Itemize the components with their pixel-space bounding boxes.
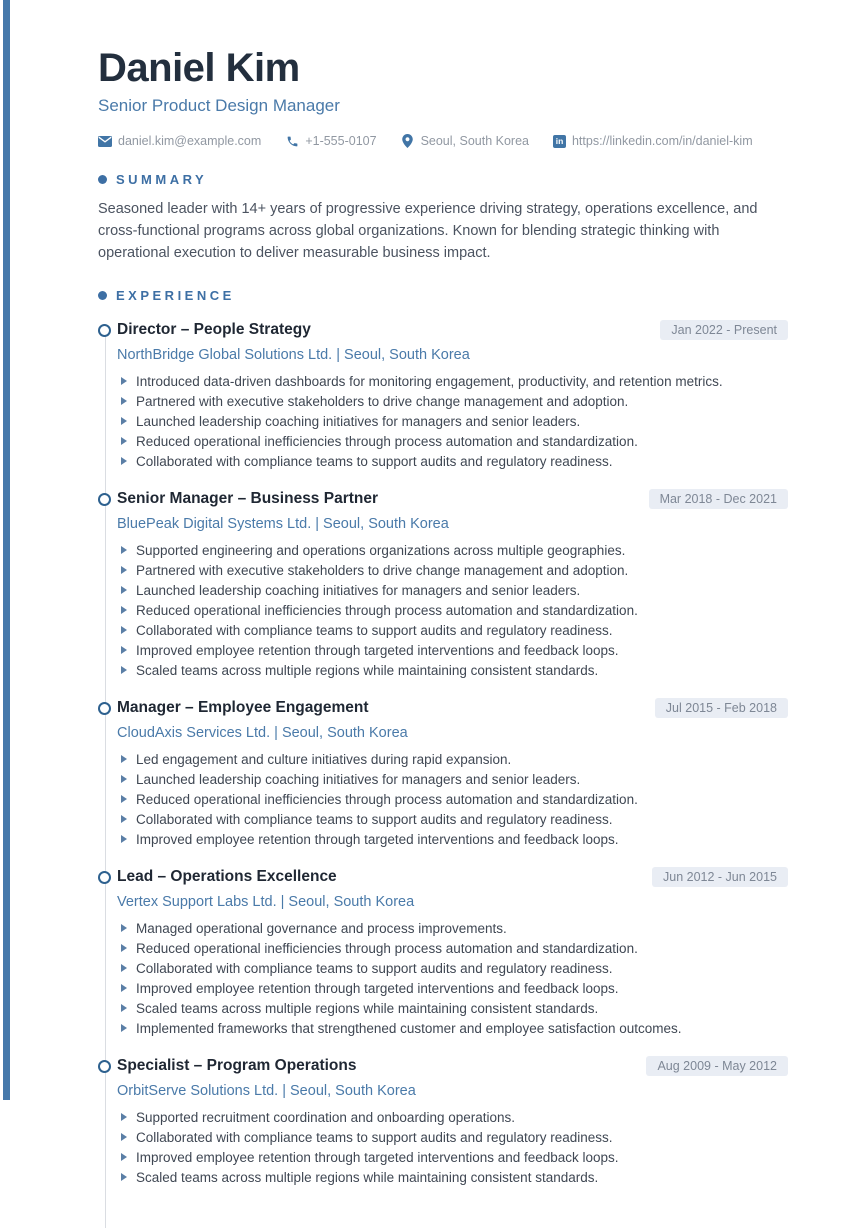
job-company: CloudAxis Services Ltd. | Seoul, South Korea <box>117 725 408 741</box>
contact-linkedin[interactable] <box>553 134 753 148</box>
job-bullet <box>117 959 788 979</box>
contact-row <box>98 134 788 148</box>
resume-header <box>98 44 788 148</box>
bullet-triangle-icon <box>121 835 127 843</box>
job-bullet <box>117 830 788 850</box>
bullet-triangle-icon <box>121 944 127 952</box>
job-title: Specialist – Program Operations <box>117 1057 357 1074</box>
job-bullet <box>117 1168 788 1188</box>
bullet-triangle-icon <box>121 984 127 992</box>
job-bullet <box>117 1019 788 1039</box>
job-bullet <box>117 372 788 392</box>
job-bullet <box>117 541 788 561</box>
timeline-circle-icon <box>98 1060 111 1073</box>
job-title: Manager – Employee Engagement <box>117 699 369 716</box>
bullet-triangle-icon <box>121 417 127 425</box>
job-dates-badge: Jan 2022 - Present <box>660 320 788 340</box>
bullet-triangle-icon <box>121 437 127 445</box>
job-bullet-text: Scaled teams across multiple regions while maintaining consistent standards. <box>136 1001 599 1016</box>
bullet-triangle-icon <box>121 1004 127 1012</box>
contact-email-text: daniel.kim@example.com <box>118 134 262 148</box>
job-title: Director – People Strategy <box>117 321 311 338</box>
bullet-triangle-icon <box>121 606 127 614</box>
timeline-circle-icon <box>98 493 111 506</box>
job-header <box>117 320 788 340</box>
job-bullet-text: Scaled teams across multiple regions while maintaining consistent standards. <box>136 663 599 678</box>
location-pin-icon <box>401 134 415 148</box>
job-bullet-text: Collaborated with compliance teams to support audits and regulatory readiness. <box>136 454 613 469</box>
job-bullet <box>117 661 788 681</box>
experience-entry <box>98 867 788 1039</box>
bullet-triangle-icon <box>121 1133 127 1141</box>
job-bullet <box>117 561 788 581</box>
job-bullet-text: Collaborated with compliance teams to support audits and regulatory readiness. <box>136 961 613 976</box>
job-bullet <box>117 1108 788 1128</box>
job-bullet <box>117 750 788 770</box>
job-bullet-text: Led engagement and culture initiatives during rapid expansion. <box>136 752 512 767</box>
job-bullet-text: Collaborated with compliance teams to support audits and regulatory readiness. <box>136 812 613 827</box>
job-bullet-text: Introduced data-driven dashboards for monitoring engagement, productivity, and retention metrics. <box>136 374 723 389</box>
bullet-triangle-icon <box>121 1153 127 1161</box>
job-bullet <box>117 810 788 830</box>
resume-page <box>98 0 788 1205</box>
summary-section <box>98 172 788 264</box>
job-header <box>117 698 788 718</box>
timeline-circle-icon <box>98 702 111 715</box>
experience-entry <box>98 1056 788 1188</box>
job-bullet-text: Supported recruitment coordination and onboarding operations. <box>136 1110 516 1125</box>
job-bullet-list <box>117 372 788 472</box>
job-header <box>117 489 788 509</box>
bullet-triangle-icon <box>121 397 127 405</box>
bullet-triangle-icon <box>121 1024 127 1032</box>
job-dates-badge: Jul 2015 - Feb 2018 <box>655 698 788 718</box>
job-bullet-text: Managed operational governance and process improvements. <box>136 921 507 936</box>
job-dates-badge: Aug 2009 - May 2012 <box>646 1056 788 1076</box>
job-bullet-text: Collaborated with compliance teams to support audits and regulatory readiness. <box>136 623 613 638</box>
bullet-triangle-icon <box>121 1113 127 1121</box>
bullet-triangle-icon <box>121 795 127 803</box>
job-bullet <box>117 641 788 661</box>
job-bullet-text: Partnered with executive stakeholders to drive change management and adoption. <box>136 394 629 409</box>
bullet-triangle-icon <box>121 586 127 594</box>
job-bullet-text: Supported engineering and operations organizations across multiple geographies. <box>136 543 626 558</box>
summary-text: Seasoned leader with 14+ years of progressive experience driving strategy, operations excellence, and cross-functional programs across global organizations. Known for blending strategic thinking with operational execution to deliver measurable business impact. <box>98 201 758 261</box>
job-bullet-text: Reduced operational inefficiencies through process automation and standardization. <box>136 434 638 449</box>
bullet-triangle-icon <box>121 815 127 823</box>
bullet-triangle-icon <box>121 566 127 574</box>
section-dot-icon <box>98 291 107 300</box>
bullet-triangle-icon <box>121 546 127 554</box>
job-bullet <box>117 770 788 790</box>
experience-heading-text: EXPERIENCE <box>116 288 235 303</box>
job-bullet-list <box>117 1108 788 1188</box>
linkedin-icon: in <box>553 135 566 148</box>
job-bullet-text: Collaborated with compliance teams to support audits and regulatory readiness. <box>136 1130 613 1145</box>
contact-email[interactable] <box>98 134 261 148</box>
summary-heading-text: SUMMARY <box>116 172 208 187</box>
bullet-triangle-icon <box>121 775 127 783</box>
experience-entry <box>98 320 788 472</box>
contact-phone[interactable] <box>285 134 376 148</box>
job-bullet-text: Reduced operational inefficiencies through process automation and standardization. <box>136 603 638 618</box>
job-header <box>117 867 788 887</box>
job-bullet <box>117 412 788 432</box>
bullet-triangle-icon <box>121 755 127 763</box>
job-bullet-text: Reduced operational inefficiencies through process automation and standardization. <box>136 941 638 956</box>
timeline-circle-icon <box>98 871 111 884</box>
bullet-triangle-icon <box>121 1173 127 1181</box>
person-name: Daniel Kim <box>98 46 300 90</box>
job-bullet <box>117 979 788 999</box>
job-header <box>117 1056 788 1076</box>
experience-section <box>98 288 788 1188</box>
job-bullet-text: Partnered with executive stakeholders to drive change management and adoption. <box>136 563 629 578</box>
section-dot-icon <box>98 175 107 184</box>
bullet-triangle-icon <box>121 646 127 654</box>
experience-entry <box>98 698 788 850</box>
job-company: BluePeak Digital Systems Ltd. | Seoul, South Korea <box>117 516 449 532</box>
job-bullet-text: Reduced operational inefficiencies through process automation and standardization. <box>136 792 638 807</box>
job-bullet <box>117 392 788 412</box>
job-bullet <box>117 581 788 601</box>
job-bullet <box>117 452 788 472</box>
job-bullet <box>117 621 788 641</box>
job-bullet <box>117 939 788 959</box>
contact-linkedin-text: https://linkedin.com/in/daniel-kim <box>571 134 753 148</box>
job-bullet-text: Launched leadership coaching initiatives for managers and senior leaders. <box>136 414 581 429</box>
experience-timeline <box>98 320 788 1188</box>
job-company: NorthBridge Global Solutions Ltd. | Seoul, South Korea <box>117 347 470 363</box>
contact-location-text: Seoul, South Korea <box>420 134 529 148</box>
contact-location <box>401 134 529 148</box>
email-icon <box>98 134 112 148</box>
job-bullet-text: Scaled teams across multiple regions while maintaining consistent standards. <box>136 1170 599 1185</box>
bullet-triangle-icon <box>121 377 127 385</box>
job-bullet-text: Launched leadership coaching initiatives for managers and senior leaders. <box>136 583 581 598</box>
person-job-title: Senior Product Design Manager <box>98 96 340 115</box>
job-bullet <box>117 919 788 939</box>
experience-entry <box>98 489 788 681</box>
summary-heading <box>98 172 788 187</box>
job-bullet <box>117 432 788 452</box>
job-bullet-text: Improved employee retention through targeted interventions and feedback loops. <box>136 832 619 847</box>
contact-phone-text: +1-555-0107 <box>305 134 377 148</box>
job-company: OrbitServe Solutions Ltd. | Seoul, South Korea <box>117 1083 416 1099</box>
bullet-triangle-icon <box>121 626 127 634</box>
job-bullet-list <box>117 541 788 681</box>
job-bullet-list <box>117 919 788 1039</box>
bullet-triangle-icon <box>121 457 127 465</box>
experience-heading <box>98 288 788 303</box>
job-bullet <box>117 601 788 621</box>
job-bullet-text: Improved employee retention through targeted interventions and feedback loops. <box>136 981 619 996</box>
bullet-triangle-icon <box>121 964 127 972</box>
bullet-triangle-icon <box>121 924 127 932</box>
job-bullet <box>117 1128 788 1148</box>
left-accent-bar <box>3 0 10 1100</box>
phone-icon <box>285 134 299 148</box>
job-dates-badge: Jun 2012 - Jun 2015 <box>652 867 788 887</box>
job-bullet <box>117 999 788 1019</box>
job-bullet-text: Launched leadership coaching initiatives for managers and senior leaders. <box>136 772 581 787</box>
bullet-triangle-icon <box>121 666 127 674</box>
job-bullet-text: Improved employee retention through targeted interventions and feedback loops. <box>136 643 619 658</box>
job-title: Senior Manager – Business Partner <box>117 490 379 507</box>
job-bullet-text: Improved employee retention through targeted interventions and feedback loops. <box>136 1150 619 1165</box>
job-bullet <box>117 790 788 810</box>
job-bullet-list <box>117 750 788 850</box>
timeline-circle-icon <box>98 324 111 337</box>
job-bullet-text: Implemented frameworks that strengthened customer and employee satisfaction outcomes. <box>136 1021 682 1036</box>
job-company: Vertex Support Labs Ltd. | Seoul, South Korea <box>117 894 415 910</box>
job-bullet <box>117 1148 788 1168</box>
job-title: Lead – Operations Excellence <box>117 868 337 885</box>
job-dates-badge: Mar 2018 - Dec 2021 <box>649 489 788 509</box>
